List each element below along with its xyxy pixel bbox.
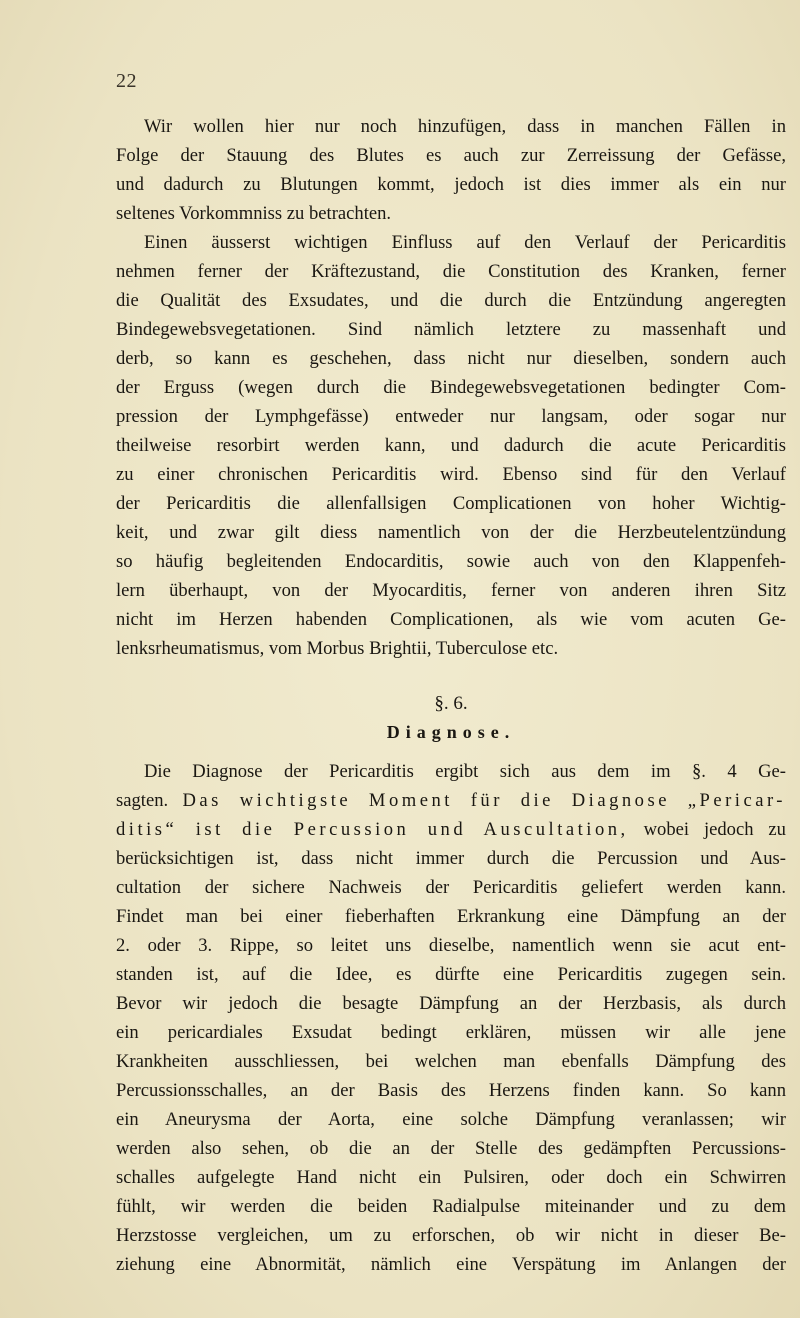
text-run: wobei jedoch zu xyxy=(643,819,786,840)
text-line: Einen äusserst wichtigen Einfluss auf den Verlauf der Pericarditis xyxy=(144,232,786,253)
text-line: Bindegewebsvegetationen. Sind nämlich letztere zu massenhaft und xyxy=(116,319,786,340)
section-spacer xyxy=(116,663,786,689)
text-line: zu einer chronischen Pericarditis wird. Ebenso sind für den Verlauf xyxy=(116,464,786,485)
paragraph-3 xyxy=(116,757,786,1279)
body-text xyxy=(116,112,786,1279)
text-line: ein Aneurysma der Aorta, eine solche Dämpfung veranlassen; wir xyxy=(116,1109,786,1130)
text-line: standen ist, auf die Idee, es dürfte eine Pericarditis zugegen sein. xyxy=(116,964,786,985)
paragraph-1 xyxy=(116,112,786,228)
text-line: ziehung eine Abnormität, nämlich eine Verspätung im Anlangen der xyxy=(116,1254,786,1275)
text-line: werden also sehen, ob die an der Stelle des gedämpften Percussions- xyxy=(116,1138,786,1159)
text-line: der Erguss (wegen durch die Bindegewebsvegetationen bedingter Com- xyxy=(116,377,786,398)
text-line: theilweise resorbirt werden kann, und dadurch die acute Pericarditis xyxy=(116,435,786,456)
text-run: sagten. xyxy=(116,790,169,811)
text-line: schalles aufgelegte Hand nicht ein Pulsiren, oder doch ein Schwirren xyxy=(116,1167,786,1188)
paragraph-2 xyxy=(116,228,786,663)
text-line: und dadurch zu Blutungen kommt, jedoch ist dies immer als ein nur xyxy=(116,174,786,195)
section-number: §. 6. xyxy=(434,693,468,714)
text-line: pression der Lymphgefässe) entweder nur langsam, oder sogar nur xyxy=(116,406,786,427)
text-line: Wir wollen hier nur noch hinzufügen, dass in manchen Fällen in xyxy=(144,116,786,137)
text-line: lenksrheumatismus, vom Morbus Brightii, Tuberculose etc. xyxy=(116,638,559,659)
page-number: 22 xyxy=(116,70,137,92)
emphasized-text: ditis“ ist die Percussion und Auscultation, xyxy=(116,819,629,840)
section-spacer xyxy=(116,747,786,757)
text-line: keit, und zwar gilt diess namentlich von der die Herzbeutelentzündung xyxy=(116,522,786,543)
text-line: die Qualität des Exsudates, und die durch die Entzündung angeregten xyxy=(116,290,786,311)
text-line: berücksichtigen ist, dass nicht immer durch die Percussion und Aus- xyxy=(116,848,786,869)
emphasized-text: Das wichtigste Moment für die Diagnose „Pericar- xyxy=(182,790,786,811)
text-line: seltenes Vorkommniss zu betrachten. xyxy=(116,203,392,224)
text-line: nicht im Herzen habenden Complicationen, als wie vom acuten Ge- xyxy=(116,609,786,630)
text-line: so häufig begleitenden Endocarditis, sowie auch von den Klappenfeh- xyxy=(116,551,786,572)
text-line: lern überhaupt, von der Myocarditis, ferner von anderen ihren Sitz xyxy=(116,580,786,601)
text-line: Herzstosse vergleichen, um zu erforschen, ob wir nicht in dieser Be- xyxy=(116,1225,786,1246)
text-line: cultation der sichere Nachweis der Pericarditis geliefert werden kann. xyxy=(116,877,786,898)
text-line: Folge der Stauung des Blutes es auch zur Zerreissung der Gefässe, xyxy=(116,145,786,166)
text-line: Findet man bei einer fieberhaften Erkrankung eine Dämpfung an der xyxy=(116,906,786,927)
text-line: 2. oder 3. Rippe, so leitet uns dieselbe, namentlich wenn sie acut ent- xyxy=(116,935,786,956)
text-line: nehmen ferner der Kräftezustand, die Constitution des Kranken, ferner xyxy=(116,261,786,282)
text-line: der Pericarditis die allenfallsigen Complicationen von hoher Wichtig- xyxy=(116,493,786,514)
text-line: Die Diagnose der Pericarditis ergibt sich aus dem im §. 4 Ge- xyxy=(144,761,786,782)
section-title: Diagnose. xyxy=(386,722,516,742)
text-line: fühlt, wir werden die beiden Radialpulse miteinander und zu dem xyxy=(116,1196,786,1217)
section-heading xyxy=(116,689,786,747)
text-line: derb, so kann es geschehen, dass nicht nur dieselben, sondern auch xyxy=(116,348,786,369)
text-line xyxy=(116,815,786,844)
text-line: ein pericardiales Exsudat bedingt erklären, müssen wir alle jene xyxy=(116,1022,786,1043)
text-line: Bevor wir jedoch die besagte Dämpfung an der Herzbasis, als durch xyxy=(116,993,786,1014)
text-line: Percussionsschalles, an der Basis des Herzens finden kann. So kann xyxy=(116,1080,786,1101)
text-line xyxy=(116,786,786,815)
text-line: Krankheiten ausschliessen, bei welchen man ebenfalls Dämpfung des xyxy=(116,1051,786,1072)
